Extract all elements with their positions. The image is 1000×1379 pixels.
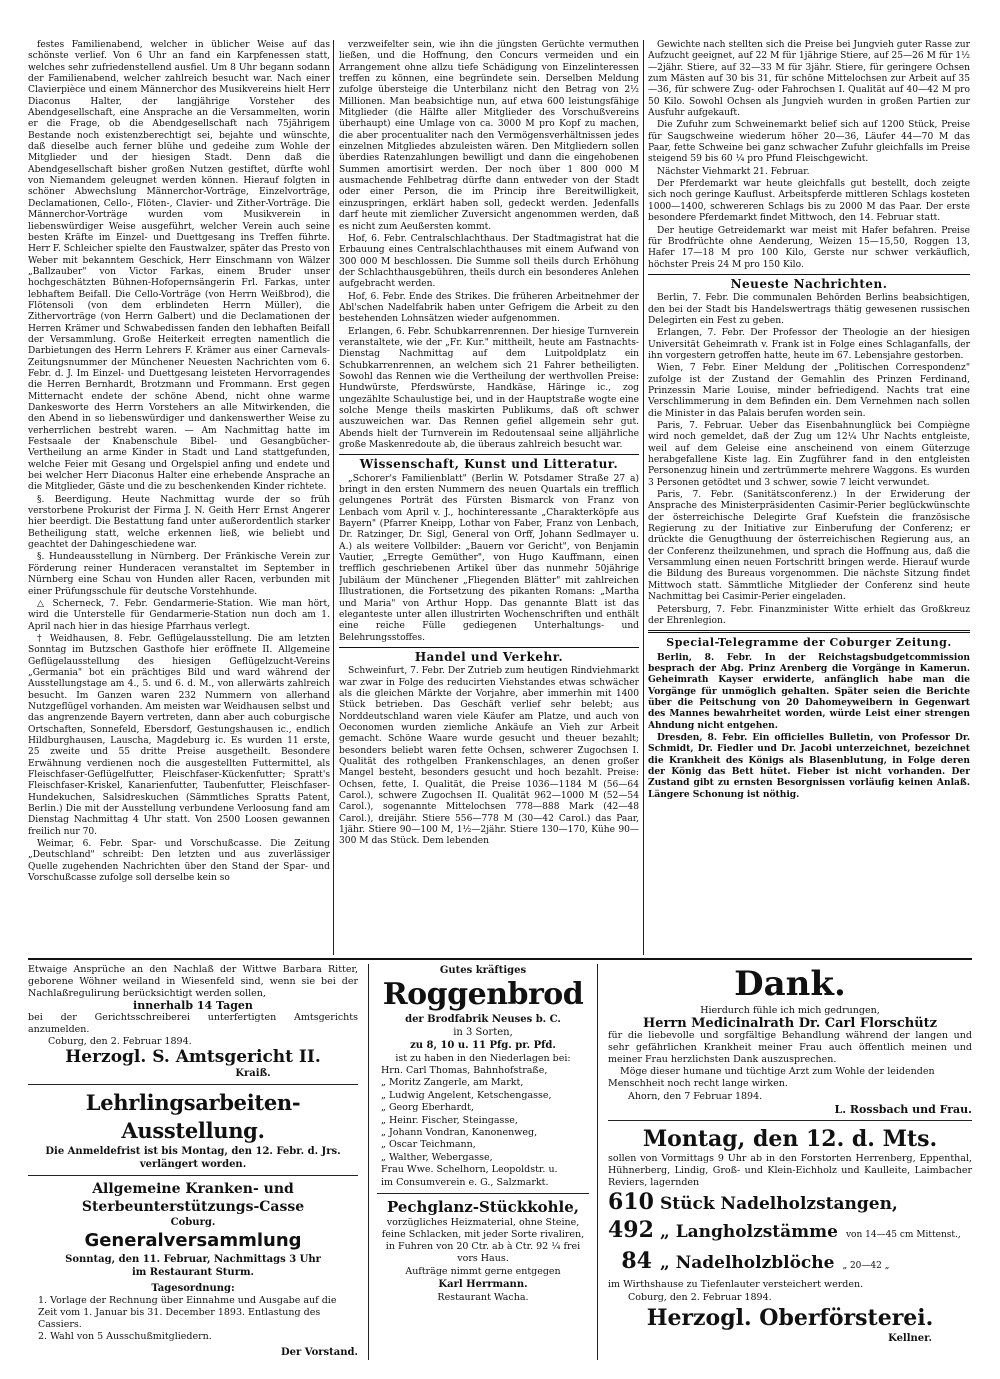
- newspaper-page: [28, 40, 972, 1360]
- article-paragraph: Der Pferdemarkt war heute gleichfalls gut bestellt, doch zeigte sich noch geringe Kauflust. Arbeitspferde mittleren Schlags kosteten 1000—1400, schwereren Schlags bis zu 2000 M das Paar. Der erste besondere Pferdemarkt findet Mittwoch, den 14. Februar statt.: [648, 179, 970, 224]
- sale-item-count: 84: [621, 1248, 652, 1274]
- telegram-paragraph: Dresden, 8. Febr. Ein officielles Bulletin, von Professor Dr. Schmidt, Dr. Fiedler und Dr. Jacobi unterzeichnet, bezeichnet die Krankheit des Königs als Blasenblutung, in Folge deren der König das Bett hütet. Fieber ist nicht vorhanden. Der Zustand gibt zu ernsten Besorgnissen vorläufig keinen Anlaß. Längere Schonung ist nöthig.: [648, 731, 970, 800]
- kasse-city: Coburg.: [170, 1217, 216, 1228]
- ad-column-2: [368, 964, 598, 1360]
- seller-item: im Consumverein e. G., Salzmarkt.: [381, 1176, 549, 1188]
- article-paragraph: §. Hundeausstellung in Nürnberg. Der Fränkische Verein zur Förderung reiner Hunderacen veranstaltet im September in Nürnberg eine Schau von Hunden aller Racen, verbunden mit einer Prüfungsschule für deutsche Vorstehhunde.: [28, 552, 330, 597]
- sale-item-dimension: „ 20—42 „: [842, 1261, 890, 1271]
- bread-title: Roggenbrod: [382, 977, 584, 1012]
- advertisement-section: [28, 958, 972, 1362]
- column-1: [28, 40, 330, 950]
- sale-item-dimension: von 14—45 cm Mittenst.,: [845, 1230, 961, 1240]
- thanks-text-3: Möge dieser humane und tüchtige Arzt zum Wohle der leidenden Menschheit noch recht lange wirken.: [608, 1066, 935, 1089]
- estate-notice: [28, 964, 358, 1048]
- sale-items: [608, 1189, 972, 1279]
- section-heading-science: Wissenschaft, Kunst und Litteratur.: [359, 457, 619, 472]
- court-name: Herzogl. S. Amtsgericht II.: [65, 1047, 321, 1067]
- thanks-place: Ahorn, den 7 Februar 1894.: [628, 1091, 763, 1102]
- section-rule: [339, 647, 639, 648]
- article-paragraph: Berlin, 7. Febr. Die communalen Behörden Berlins beabsichtigen, den bei der Stadt bis Handelswertrags thätig gewesenen russischen Delegirten ein Fest zu geben.: [648, 293, 970, 326]
- assembly-place: im Restaurant Sturm.: [131, 1267, 255, 1278]
- thanks-doctor-name: Herrn Medicinalrath Dr. Carl Florschütz: [642, 1016, 938, 1031]
- seller-item: „ Moritz Zangerle, am Markt,: [381, 1077, 524, 1089]
- forestry-office: Herzogl. Oberförsterei.: [646, 1305, 934, 1331]
- agenda-signature: Der Vorstand.: [280, 1347, 358, 1358]
- sale-date: Montag, den 12. d. Mts.: [642, 1126, 938, 1152]
- seller-item: „ Oscar Teichmann,: [381, 1139, 476, 1151]
- bread-sorts: in 3 Sorten,: [453, 1027, 513, 1038]
- section-heading-news: Neueste Nachrichten.: [730, 276, 888, 291]
- sale-item-label: „ Nadelholzblöche: [660, 1253, 835, 1273]
- article-paragraph: festes Familienabend, welcher in üblicher Weise auf das schönste verlief. Von 6 Uhr an fand ein Karpfenessen statt, welches sehr zufriedenstellend ausfiel. Um 8 Uhr begann sodann der Familienabend, welcher zahlreich besucht war. Nach einer Clavierpièce und einem Männerchor des Musikvereins hielt Herr Diaconus Halter, der langjährige Vorsteher des Abendgesellschaft, eine Ansprache an die Versammelten, worin er die Frage, ob die Abendgesellschaft nach 75jährigem Bestande noch existenzberechtigt sei, bejahte und wünschte, daß dieselbe auch ferner blühe und gedeihe zum Wohle der Mitglieder und der hiesigen Stadt. Denn daß die Abendgesellschaft bisher großen Nutzen gestiftet, dürfte wohl von Niemandem geleugnet werden können. Hierauf folgten in schöner Abwechslung Männerchor-Vorträge, Einzelvorträge, Declamationen, Cello-, Flöten-, Clavier- und Zither-Vorträge. Die Männerchor-Vorträge wurden vom Musikverein in liebenswürdiger Weise ausgeführt, welcher Verein auch seine besten Kräfte im Einzel- und Duettgesang ins Treffen führte. Herr F. Schleicher spielte den Faustwalzer, später das Presto von Weber mit bekanntem Geschick, Herr Einschmann von Wälzer „Ballzauber" von Victor Farkas, einem Bruder unser hochgeschätzten Bühnen-Hofopernsängerin Frl. Farkas, unter lebhaftem Beifall. Die Cello-Vorträge (von Herrn Weißbrod), die Flötensoli (von dem erblindeten Herrn Müller), die Zithervorträge (von Herrn Galbert) und die Declamationen der Herren Krämer und Schwabedissen fanden den lebhaften Beifall der Versammlung. Große Heiterkeit erregten namentlich die Darbietungen des Herrn Lehrers F. Krämer aus einer Carnevals-Zeitungsnummer der Münchener Neuesten Nachrichten vom 6. Febr. d. J. Im Einzel- und Duettgesang leisteten Hervorragendes die Herren Bernhardt, Brotzmann und Frommann. Erst gegen Mitternacht endete der schöne Abend, nicht ohne warme Dankesworte des Herrn Vorstehers an alle Mitwirkenden, die den Abend in so liebenswürdiger und dankenswerther Weise zu verherrlichen bestrebt waren. — Am Nachmittag hatte im Festsaale der Knabenschule Bibel- und Gesangbücher-Vertheilung an arme Kinder in Stadt und Land stattgefunden, welche Feier mit Gesang und Orgelspiel anfing und endete und bei welcher Herr Diaconus Halter eine erhebende Ansprache an die Mitglieder, Gäste und die zu beschenkenden Kinder richtete.: [28, 40, 330, 493]
- bread-pretitle: Gutes kräftiges: [439, 965, 527, 976]
- article-paragraph: verzweifelter sein, wie ihn die jüngsten Gerüchte vermuthen ließen, und die Hoffnung, den Concurs vermeiden und ein Arrangement ohne allzu tiefe Schädigung von Einzelinteressen treffen zu können, eine begründete sein. Derselben Meldung zufolge übersteige die Unterbilanz nicht den Betrag von 2½ Millionen. Man beabsichtige nun, auf etwa 600 leistungsfähige Mitglieder (die Hälfte aller Mitglieder des Vorschußvereins überhaupt) eine Umlage von ca. 3000 M pro Kopf zu machen, die aber procentualiter nach den Vermögensverhältnissen jedes einzelnen Mitgliedes abzuleisten wären. Den Mitgliedern sollen überdies Ratenzahlungen bewilligt und dann die eingehobenen Summen amortisirt werden. Der noch über 1 800 000 M ausmachende Fehlbetrag dürfte dann entweder von der Stadt oder einer Person, die im Princip ihre Bereitwilligkeit, einzuspringen, erklärt haben soll, gedeckt werden. Jedenfalls darf heute mit ziemlicher Zuversicht angenommen werden, daß es nicht zum Aeußersten kommt.: [339, 40, 639, 232]
- exhibition-text: Die Anmeldefrist ist bis Montag, den 12. Febr. d. Jrs. verlängert worden.: [45, 1146, 341, 1170]
- estate-deadline: innerhalb 14 Tagen: [133, 999, 253, 1012]
- article-paragraph: Erlangen, 7. Febr. Der Professor der Theologie an der hiesigen Universität Geheimrath v. Frank ist in Folge eines Schlaganfalls, der ihn vorgestern getroffen hatte, heute im 67. Lebensjahre gestorben.: [648, 328, 970, 361]
- section-heading-telegrams: Special-Telegramme der Coburger Zeitung.: [666, 636, 952, 650]
- article-paragraph: Paris, 7. Februar. Ueber das Eisenbahnunglück bei Compiègne wird noch gemeldet, daß der Zug um 12¼ Uhr Nachts entgleiste, weil auf dem Geleise eine anscheinend von einem Güterzuge herabgefallene Kiste lag. Ein Zugführer fand in den entgleisten Personenzug hinein und zertrümmerte mehrere Waggons. Es wurden 3 Personen getödtet und 3 schwer, sowie 7 leicht verwundet.: [648, 421, 970, 488]
- sale-item-count: 492: [608, 1217, 654, 1243]
- section-heading-trade: Handel und Verkehr.: [414, 649, 564, 664]
- estate-text: Etwaige Ansprüche an den Nachlaß der Wittwe Barbara Ritter, geborene Wöhner weiland in Wiesenfeld sind, wenn sie bei der Nachlaßregulirung berücksichtigt werden sollen,: [28, 964, 358, 999]
- bread-availability: ist zu haben in den Niederlagen bei:: [395, 1053, 571, 1064]
- coal-text: vorzügliches Heizmaterial, ohne Steine, feine Schlacken, mit jeder Sorte rivaliren, in Fuhren von 20 Ctr. ab à Ctr. 92 ¼ frei vors Haus.: [381, 1217, 585, 1265]
- assembly-title: Generalversammlung: [84, 1230, 302, 1251]
- article-paragraph: Paris, 7. Febr. (Sanitätsconferenz.) In der Erwiderung der Ansprache des Ministerpräsidenten Casimir-Perier beglückwünschte der österreichische Delegirte Graf Kuefstein die französische Regierung zu der Initiative zur Einberufung der Conferenz; er drückte die Genugthuung der österreichischen Regierung aus, an der Conferenz theilzunehmen, und sprach die Hoffnung aus, daß die Versammlung einen neuen Fortschritt bringen werde. Hierauf wurde die Bildung des Bureaus vorgenommen. Die nächste Sitzung findet Mittwoch statt. Sämmtliche Mitglieder der Conferenz sind heute Nachmittag bei Casimir-Perier eingeladen.: [648, 490, 970, 603]
- thanks-text-2: für die liebevolle und sorgfältige Behandlung während der langen und sehr gefährlichen Krankheit meiner Frau auch öffentlich meinen und meiner Frau herzlichsten Dank auszusprechen.: [608, 1030, 972, 1065]
- article-paragraph: Erlangen, 6. Febr. Schubkarrenrennen. Der hiesige Turnverein veranstaltete, wie der „Fr. Kur." mittheilt, heute am Fastnachts-Dienstag Nachmittag auf dem Luitpoldplatz ein Schubkarrenrennen, an welchem sich 21 Fahrer betheiligten. Sowohl das Rennen wie die Vertheilung der werthvollen Preise: Hundwürste, Pferdswürste, Handkäse, Häringe ic., zog ungezählte Schaulustige bei, und in der Hauptstraße wogte eine solche Menge theils maskirten Publikums, daß oft schwer auszuweichen war. Das Rennen gefiel allgemein sehr gut. Abends hielt der Turnverein im Redoutensaal seine alljährliche große Maskenredoute ab, die überaus zahlreich besucht war.: [339, 326, 639, 451]
- article-paragraph: † Weidhausen, 8. Febr. Geflügelausstellung. Die am letzten Sonntag im Butzschen Gasthofe hier eröffnete II. Allgemeine Geflügelausstellung des hiesigen Geflügelzucht-Vereins „Germania" bot ein prächtiges Bild und ward während der Ausstellungstage am 4., 5. und 6. d. M., von allerwärts zahlreich besucht. Im Ganzen waren 232 Nummern von allerhand Nutzgeflügel vorhanden. Am meisten war Weidhausen selbst und das angrenzende Bayern vertreten, dann aber auch coburgische Ortschaften, Sonnefeld, Ebersdorf, Gestungshausen ic., endlich Hildburghausen, Lauscha, Magdeburg ic. Es wurden 11 erste, 25 zweite und 55 dritte Preise ausgetheilt. Besondere Erwähnung verdienen noch die ausgestellten Futtermittel, als Fleischfaser-Geflügelfutter, Fleischfaser-Kückenfutter; Spratt's Fleischfaser-Kriskel, Kanarienfutter, Taubenfutter, Fleischfaser-Hundekuchen, Salsidreskuchen (Sämmtliches Spratts Patent, Berlin.) Die mit der Ausstellung verbundene Verloosung fand am Dienstag Nachmittag 4 Uhr statt. Von 2500 Loosen gewannen freilich nur 70.: [28, 633, 330, 837]
- agenda-item: 2. Wahl von 5 Ausschußmitgliedern.: [38, 1331, 212, 1342]
- coal-seller-name: Karl Herrmann.: [438, 1279, 528, 1291]
- article-paragraph: §. Beerdigung. Heute Nachmittag wurde der so früh verstorbene Prokurist der Firma J. N. Geith Herr Ernst Angerer hier beerdigt. Die Bestattung fand unter außerordentlich starker Betheiligung statt, welche erkennen ließ, wie beliebt und geachtet der Dahingeschiedene war.: [28, 494, 330, 551]
- article-paragraph: „Schorer's Familienblatt" (Berlin W. Potsdamer Straße 27 a) bringt in den ersten Nummern des neuen Quartals ein trefflich gelungenes Porträt des Fürsten Bismarck von Franz von Lenbach vom April v. J., hochinteressante „Charakterköpfe aus Bayern" (Pfarrer Kneipp, Lothar von Faber, Franz von Lenbach, Dr. Ratzinger, Dr. Sigl, General von Orff, Johann Sedlmayer u. A.) als weitere Vollbilder: „Bauern vor Gericht", von Benjamin Vautier, „Erregte Gemüther", von Hugo Kauffmann, einen trefflich geschriebenen Artikel über das nunmehr 50jährige Jubiläum der Münchener „Fliegenden Blätter" mit zahlreichen Illustrationen, die Fortsetzung des pikanten Romans: „Martha und Maria" von Arthur Hopp. Das genannte Blatt ist das eleganteste unter allen illustrirten Wochenschriften und enthält eine reiche Fülle gediegenen Unterhaltungs- und Belehrungsstoffes.: [339, 473, 639, 643]
- sale-place: Coburg, den 2. Februar 1894.: [628, 1292, 772, 1303]
- seller-item: „ Ludwig Angelent, Ketschengasse,: [381, 1089, 552, 1101]
- article-paragraph: △ Scherneck, 7. Febr. Gendarmerie-Station. Wie man hört, wird die Unterstelle für Gendarmerie-Station nun doch am 1. April nach hier in das hiesige Pfarrhaus verlegt.: [28, 598, 330, 632]
- sale-item: [608, 1189, 972, 1217]
- thanks-title: Dank.: [734, 964, 846, 1004]
- article-paragraph: Die Zufuhr zum Schweinemarkt belief sich auf 1200 Stück, Preise für Saugschweine wiederum höher 20—36, Läufer 44—70 M das Paar, fette Schweine bei ganz schwacher Zufuhr gleichfalls im Preise steigend 59 bis 60 ¼ pro Pfund Fleischgewicht.: [648, 120, 970, 165]
- forestry-signature: Kellner.: [888, 1333, 932, 1344]
- bread-price: zu 8, 10 u. 11 Pfg. pr. Pfd.: [410, 1040, 556, 1051]
- thanks-signature: L. Rossbach und Frau.: [834, 1103, 972, 1116]
- seller-item: „ Heinr. Fischer, Steingasse,: [381, 1114, 518, 1126]
- sale-text: sollen von Vormittags 9 Uhr ab in den Forstorten Herrenberg, Eppenthal, Hühnerberg, Lindig, Groß- und Klein-Eichholz und Kaulleite, Laimbacher Reviers, lagernden: [608, 1153, 972, 1188]
- article-paragraph: Nächster Viehmarkt 21. Februar.: [657, 166, 810, 177]
- agenda-item: 1. Vorlage der Rechnung über Einnahme und Ausgabe auf die Zeit vom 1. Januar bis 31. December 1893. Entlastung des Cassiers.: [38, 1295, 337, 1330]
- section-rule: [339, 454, 639, 455]
- thanks-text-1: Hierdurch fühle ich mich gedrungen,: [700, 1005, 880, 1016]
- coal-orders: Aufträge nimmt gerne entgegen: [405, 1266, 561, 1278]
- sale-item: [608, 1217, 972, 1248]
- seller-list: [377, 1065, 589, 1189]
- estate-text-2: bei der Gerichtsschreiberei unterfertigten Amtsgerichts anzumelden.: [28, 1012, 358, 1035]
- ad-column-1: [28, 964, 358, 1360]
- sale-item: [608, 1248, 972, 1279]
- column-divider: [643, 40, 644, 955]
- seller-item: Frau Wwe. Schelhorn, Leopoldstr. u.: [381, 1164, 558, 1176]
- ad-column-3: [608, 964, 972, 1360]
- article-paragraph: Der heutige Getreidemarkt war meist mit Hafer befahren. Preise für Brodfrüchte ohne Aenderung, Weizen 15—15,50, Roggen 13, Hafer 17—18 M pro 100 Kilo, Gerste nur schwer verkäuflich, höchster Preis 24 M pro 150 Kilo.: [648, 225, 970, 270]
- article-paragraph: Hof, 6. Febr. Ende des Strikes. Die früheren Arbeitnehmer der Abl'schen Nadelfabrik haben unter Gefrigem die Arbeit zu den bestehenden Lohnsätzen wieder aufgenommen.: [339, 291, 639, 325]
- coal-seller-place: Restaurant Wacha.: [437, 1292, 529, 1304]
- kasse-title: Allgemeine Kranken- und Sterbeunterstützungs-Casse: [81, 1181, 305, 1215]
- article-paragraph: Hof, 6. Febr. Centralschlachthaus. Der Stadtmagistrat hat die Erbauung eines Centralschlachthauses mit einem Aufwand von 300 000 M beschlossen. Die Summe soll theils durch Erhöhung der Schlachthausgebühren, theils durch ein besonderes Anlehen aufgebracht werden.: [339, 233, 639, 290]
- sale-item-label: Stück Nadelholzstangen,: [660, 1194, 898, 1214]
- section-rule: [648, 630, 970, 633]
- bread-maker: der Brodfabrik Neuses b. C.: [405, 1014, 561, 1025]
- sale-text-2: im Wirthshause zu Tiefenlauter versteichert werden.: [608, 1279, 864, 1290]
- seller-item: „ Walther, Webergasse,: [381, 1151, 493, 1163]
- column-2: [339, 40, 639, 950]
- assembly-date: Sonntag, den 11. Februar, Nachmittags 3 Uhr: [65, 1254, 321, 1265]
- estate-date: Coburg, den 2. Februar 1894.: [48, 1036, 192, 1047]
- agenda-heading: Tagesordnung:: [151, 1283, 235, 1294]
- column-3: [648, 40, 970, 950]
- court-signature: Kraiß.: [235, 1068, 271, 1079]
- sale-item-count: 610: [608, 1189, 654, 1215]
- sale-item-label: „ Langholzstämme: [660, 1222, 838, 1242]
- column-divider: [333, 40, 334, 955]
- coal-title: Pechglanz-Stückkohle,: [387, 1198, 579, 1217]
- article-paragraph: Gewichte nach stellten sich die Preise bei Jungvieh guter Rasse zur Aufzucht geeignet, auf 22 M für 1jährige Stiere, auf 25—26 M für 1½—2jähr. Stiere, auf 32—33 M für 3jähr. Stiere, für geringere Ochsen zum Mästen auf 30 bis 31, für schöne Mittelochsen zur Arbeit auf 35—36, für schwere Zug- oder Fahrochsen I. Qualität auf 40—42 M pro 50 Kilo. Sowohl Ochsen als Jungvieh wurden in großen Partien zur Ausfuhr aufgekauft.: [648, 40, 970, 119]
- seller-item: Hrn. Carl Thomas, Bahnhofstraße,: [381, 1065, 548, 1076]
- seller-item: „ Georg Eberhardt,: [381, 1102, 474, 1114]
- article-paragraph: Wien, 7 Febr. Einer Meldung der „Politischen Correspondenz" zufolge ist der Zustand der Gemahlin des Prinzen Ferdinand, Prinzessin Marie Louise, minder befriedigend. Nachts trat eine Verschlimmerung in dem Befinden ein. Dem Vernehmen nach sollen die Minister in das Palais berufen worden sein.: [648, 363, 970, 419]
- agenda-list: [28, 1295, 358, 1343]
- article-paragraph: Schweinfurt, 7. Febr. Der Zutrieb zum heutigen Rindviehmarkt war zwar in Folge des reducirten Viehstandes etwas schwächer als die gleichen Märkte der Vorjahre, aber immerhin mit 1400 Stück betrieben. Das Geschäft verlief sehr belebt; aus Norddeutschland waren viele Käufer am Platze, und auch von Oeconomen wurden ziemliche Ankäufe an Vieh zur Arbeit gemacht. Schöne Waare wurde gesucht und theuer bezahlt; besonders beliebt waren fette Ochsen, schwerer Zugochsen I. Qualität des rothgelben Frankenschlages, an denen großer Mangel besteht, besonders gesucht und hoch bezahlt. Preise: Ochsen, fette, I. Qualität, die Preise 1036—1184 M (56—64 Carol.), schwere Zugochsen II. Qualität 962—1000 M (52—54 Carol.), sogenannte Mittelochsen 778—888 Mark (42—48 Carol.), dreijähr. Stiere 556—778 M (30—42 Carol.) das Paar, 1jähr. Stiere 90—100 M, 1½—2jähr. Stiere 130—170, Kühe 90—300 M das Stück. Dem lebenden: [339, 666, 639, 847]
- seller-item: „ Johann Vondran, Kanonenweg,: [381, 1127, 538, 1139]
- article-paragraph: Weimar, 6. Febr. Spar- und Vorschußcasse. Die Zeitung „Deutschland" schreibt: Den letzten und aus zuverlässiger Quelle zugehenden Nachrichten über den Stand der Spar- und Vorschußcasse zufolge soll derselbe kein so: [28, 839, 330, 884]
- article-paragraph: Petersburg, 7. Febr. Finanzminister Witte erhielt das Großkreuz der Ehrenlegion.: [648, 604, 970, 626]
- telegram-paragraph: Berlin, 8. Febr. In der Reichstagsbudgetcommission besprach der Abg. Prinz Arenberg die Vorgänge in Kamerun. Geheimrath Kayser erwiderte, anfänglich habe man die Vorgänge für unmöglich gehalten. Später seien die Berichte über die Peitschung von 20 Dahomeyweibern in Gegenwart des Mannes bewahrheitet worden, würde Leist einer strengen Ahndung nicht entgehen.: [648, 651, 970, 731]
- section-rule: [648, 274, 970, 275]
- exhibition-title: Lehrlingsarbeiten-Ausstellung.: [85, 1090, 301, 1143]
